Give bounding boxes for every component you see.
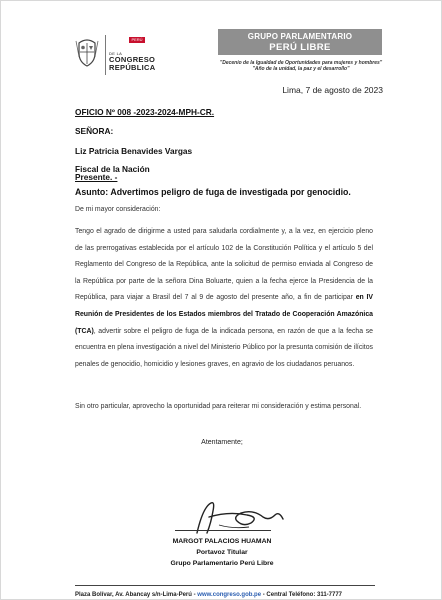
footer-sep: - bbox=[261, 592, 267, 598]
presente-line: Presente. - bbox=[75, 172, 118, 182]
handwritten-signature bbox=[189, 497, 289, 539]
footer bbox=[75, 592, 395, 598]
group-banner-line1: GRUPO PARLAMENTARIO bbox=[247, 32, 353, 41]
body-text-pre: Tengo el agrado de dirigirme a usted para saludarla cordialmente y, a la vez, en ejercicio pleno de las prerrogativas establecida por el artículo 102 de la Constitución Política y el artículo 5 del Reglamento del Congreso de la República, ante la solicitud de permiso enviada al Congreso de la República por parte de la señora Dina Boluarte, quien a la fecha ejerce la Presidencia de la República, para viajar a Brasil del 7 al 9 de agosto del presente año, a fin de participar bbox=[75, 228, 373, 302]
congreso-line1: CONGRESO bbox=[109, 55, 156, 64]
body-text-post: , advertir sobre el peligro de fuga de la indicada persona, en razón de que a la fecha se encuentra en plena investigación a nivel del Ministerio Público por la presunta comisión de ilícitos penales de genocidio, homicidio y lesiones graves, en agravio de los ciudadanos peruanos. bbox=[75, 327, 373, 368]
greeting: De mi mayor consideración: bbox=[75, 206, 161, 213]
letter-date: Lima, 7 de agosto de 2023 bbox=[282, 85, 383, 95]
coat-of-arms-icon bbox=[75, 37, 99, 67]
footer-address: Plaza Bolívar, Av. Abancay s/n-Lima-Perú bbox=[75, 592, 192, 598]
decenio-text bbox=[201, 60, 401, 72]
recipient-title: Fiscal de la Nación bbox=[75, 164, 150, 174]
closing-paragraph: Sin otro particular, aprovecho la oportunidad para reiterar mi consideración y estima personal. bbox=[75, 403, 362, 410]
recipient-name: Liz Patricia Benavides Vargas bbox=[75, 146, 193, 156]
salutation-senora: SEÑORA: bbox=[75, 126, 114, 136]
body-text-bold: en IV Reunión de Presidentes de los Estados miembros del Tratado de Cooperación Amazónica (TCA) bbox=[75, 294, 374, 335]
anio-line: "Año de la unidad, la paz y el desarrollo" bbox=[252, 66, 350, 72]
footer-website-link[interactable]: www.congreso.gob.pe bbox=[197, 592, 262, 598]
signer-group: Grupo Parlamentario Perú Libre bbox=[170, 560, 274, 567]
group-banner bbox=[218, 29, 382, 55]
peru-flag-tag: PERÚ bbox=[129, 37, 145, 43]
body-paragraph bbox=[75, 224, 373, 373]
oficio-number: OFICIO Nº 008 -2023-2024-MPH-CR. bbox=[75, 107, 215, 117]
subject-line: Asunto: Advertimos peligro de fuga de investigada por genocidio. bbox=[75, 187, 351, 197]
footer-rule bbox=[75, 585, 375, 586]
footer-phone: Central Teléfono: 311-7777 bbox=[266, 592, 343, 598]
group-banner-line2: PERÚ LIBRE bbox=[269, 42, 331, 53]
congreso-line2: REPÚBLICA bbox=[109, 63, 156, 72]
header-divider bbox=[105, 35, 106, 75]
signer-name: MARGOT PALACIOS HUAMAN bbox=[172, 538, 272, 545]
signature-line bbox=[175, 530, 271, 531]
atentamente: Atentamente; bbox=[201, 439, 243, 446]
decenio-line: "Decenio de la Igualdad de Oportunidades para mujeres y hombres" bbox=[219, 60, 383, 66]
footer-sep: - bbox=[191, 592, 198, 598]
signer-title: Portavoz Titular bbox=[196, 549, 248, 556]
congreso-prefix: DE LA bbox=[109, 51, 123, 56]
congreso-wordmark bbox=[109, 51, 155, 72]
